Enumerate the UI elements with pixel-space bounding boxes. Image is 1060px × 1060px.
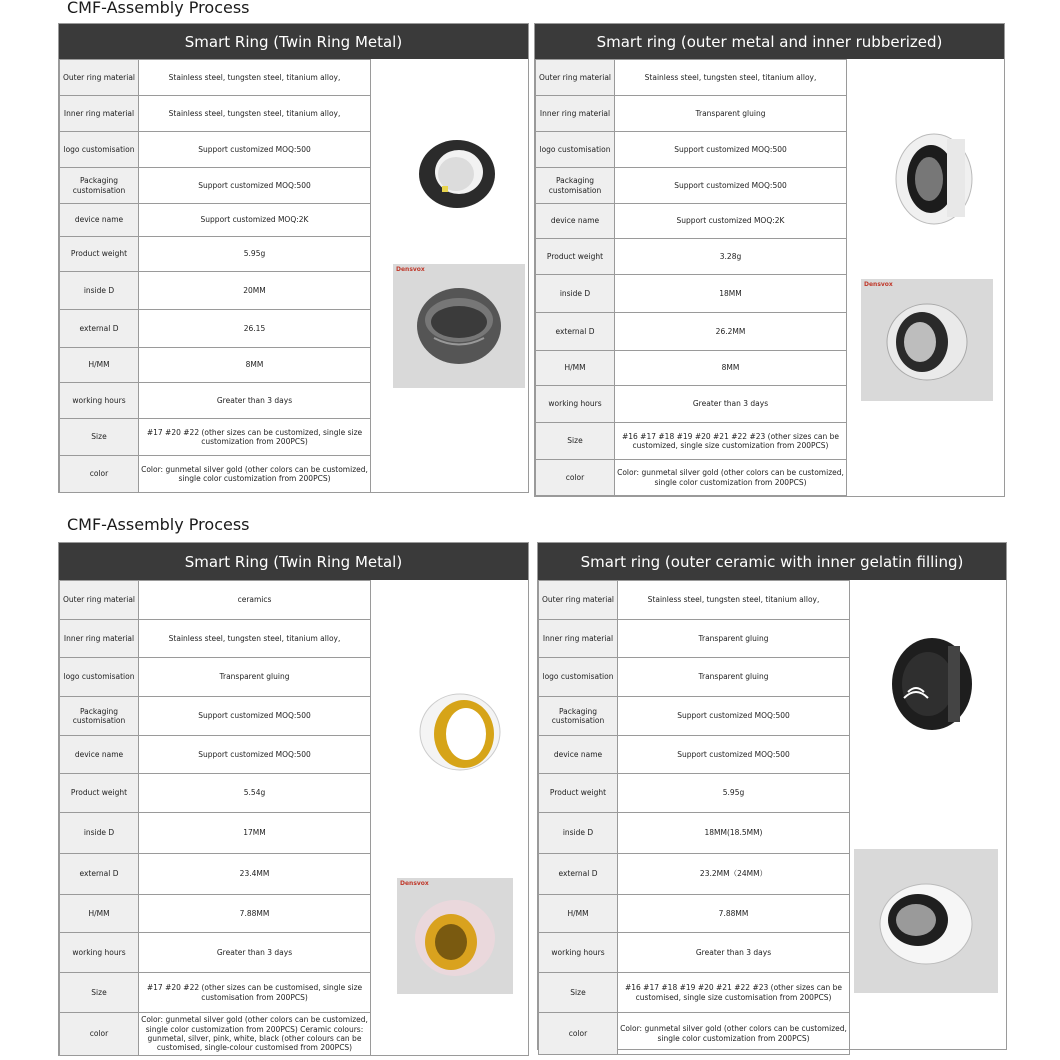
spec-label: Outer ring material bbox=[539, 581, 618, 620]
spec-row bbox=[539, 774, 850, 813]
spec-value: Stainless steel, tungsten steel, titanium alloy, bbox=[618, 581, 850, 620]
spec-row bbox=[60, 774, 371, 813]
spec-value: Transparent gluing bbox=[618, 620, 850, 658]
brand-logo: Densvox bbox=[396, 266, 425, 273]
spec-row bbox=[60, 132, 371, 168]
spec-value: Color: gunmetal silver gold (other colors can be customized, single color customization from 200PCS) bbox=[139, 456, 371, 493]
spec-row bbox=[60, 581, 371, 620]
spec-label: Outer ring material bbox=[536, 60, 615, 96]
spec-label: working hours bbox=[536, 386, 615, 423]
spec-value: Support customized MOQ:500 bbox=[139, 736, 371, 774]
spec-value: Support customized MOQ:500 bbox=[618, 697, 850, 736]
ring-photo-silver-product bbox=[861, 279, 993, 401]
spec-row bbox=[536, 96, 847, 132]
spec-row bbox=[539, 697, 850, 736]
spec-label: Packaging customisation bbox=[60, 697, 139, 736]
ring-photo-white-ceramic-product bbox=[854, 849, 998, 993]
spec-row bbox=[536, 60, 847, 96]
spec-label: Size bbox=[536, 423, 615, 460]
spec-row bbox=[539, 813, 850, 854]
spec-value: 5.95g bbox=[139, 237, 371, 272]
spec-row bbox=[536, 132, 847, 168]
spec-row bbox=[60, 620, 371, 658]
ring-photo-silver-black bbox=[875, 124, 993, 234]
spec-value: Greater than 3 days bbox=[139, 933, 371, 973]
spec-value: Color: gunmetal silver gold (other colors can be customized, single color customization from 200PCS) bbox=[618, 1013, 850, 1055]
spec-row bbox=[60, 237, 371, 272]
spec-value: 17MM bbox=[139, 813, 371, 854]
spec-value: 23.4MM bbox=[139, 854, 371, 895]
spec-label: Outer ring material bbox=[60, 60, 139, 96]
spec-value: Color: gunmetal silver gold (other colors can be customized, single color customization from 200PCS) Ceramic colours: gunmetal, silver, pink, white, black (other colours can be customised, single-colour customised from 200PCS) bbox=[139, 1013, 371, 1056]
ring-photo-black-ceramic bbox=[882, 629, 982, 739]
spec-value: Greater than 3 days bbox=[615, 386, 847, 423]
spec-label: device name bbox=[539, 736, 618, 774]
spec-row bbox=[60, 697, 371, 736]
spec-value: Support customized MOQ:2K bbox=[615, 204, 847, 239]
spec-value: 18MM bbox=[615, 275, 847, 313]
spec-value: Stainless steel, tungsten steel, titanium alloy, bbox=[139, 60, 371, 96]
spec-card-twin-ring-metal-ceramic bbox=[58, 542, 529, 1056]
spec-label: device name bbox=[60, 204, 139, 237]
spec-value: Stainless steel, tungsten steel, titanium alloy, bbox=[139, 620, 371, 658]
spec-label: Inner ring material bbox=[539, 620, 618, 658]
spec-label: inside D bbox=[60, 813, 139, 854]
spec-row bbox=[536, 313, 847, 351]
spec-row bbox=[536, 460, 847, 496]
spec-label: inside D bbox=[60, 272, 139, 310]
spec-value: Support customized MOQ:500 bbox=[615, 132, 847, 168]
spec-label: external D bbox=[60, 310, 139, 348]
spec-row bbox=[536, 204, 847, 239]
spec-label: Size bbox=[60, 419, 139, 456]
card-title: Smart ring (outer metal and inner rubberized) bbox=[535, 24, 1004, 59]
spec-value: #17 #20 #22 (other sizes can be customized, single size customization from 200PCS) bbox=[139, 419, 371, 456]
spec-label: working hours bbox=[60, 933, 139, 973]
spec-row bbox=[539, 581, 850, 620]
spec-label: Product weight bbox=[539, 774, 618, 813]
spec-label: logo customisation bbox=[60, 658, 139, 697]
spec-label: Size bbox=[539, 973, 618, 1013]
card-title: Smart Ring (Twin Ring Metal) bbox=[59, 543, 528, 580]
spec-value: 8MM bbox=[139, 348, 371, 383]
spec-row bbox=[60, 813, 371, 854]
spec-label: Outer ring material bbox=[60, 581, 139, 620]
ring-photo-pink-gold-product bbox=[397, 878, 513, 994]
spec-value: 23.2MM（24MM） bbox=[618, 854, 850, 895]
spec-value: #17 #20 #22 (other sizes can be customised, single size customisation from 200PCS) bbox=[139, 973, 371, 1013]
spec-label: logo customisation bbox=[60, 132, 139, 168]
spec-row bbox=[539, 933, 850, 973]
spec-row bbox=[60, 933, 371, 973]
spec-label: Product weight bbox=[60, 774, 139, 813]
spec-table bbox=[59, 59, 371, 493]
spec-label: color bbox=[60, 456, 139, 493]
spec-row bbox=[539, 854, 850, 895]
spec-label: external D bbox=[60, 854, 139, 895]
spec-label: device name bbox=[536, 204, 615, 239]
spec-table bbox=[535, 59, 847, 496]
spec-row bbox=[60, 204, 371, 237]
spec-label: working hours bbox=[539, 933, 618, 973]
spec-row bbox=[539, 1013, 850, 1055]
spec-row bbox=[60, 310, 371, 348]
spec-label: logo customisation bbox=[536, 132, 615, 168]
spec-value: Greater than 3 days bbox=[139, 383, 371, 419]
spec-label: Packaging customisation bbox=[536, 168, 615, 204]
spec-label: inside D bbox=[536, 275, 615, 313]
spec-value: Color: gunmetal silver gold (other colors can be customized, single color customization from 200PCS) bbox=[615, 460, 847, 496]
spec-label: H/MM bbox=[60, 895, 139, 933]
spec-row bbox=[60, 736, 371, 774]
spec-value: 8MM bbox=[615, 351, 847, 386]
spec-value: 7.88MM bbox=[139, 895, 371, 933]
spec-label: logo customisation bbox=[539, 658, 618, 697]
spec-value: Stainless steel, tungsten steel, titanium alloy, bbox=[615, 60, 847, 96]
spec-label: H/MM bbox=[539, 895, 618, 933]
spec-row bbox=[60, 60, 371, 96]
spec-label: color bbox=[60, 1013, 139, 1056]
spec-label: Product weight bbox=[536, 239, 615, 275]
spec-value: Support customized MOQ:2K bbox=[139, 204, 371, 237]
spec-row bbox=[60, 658, 371, 697]
spec-row bbox=[539, 658, 850, 697]
spec-value: #16 #17 #18 #19 #20 #21 #22 #23 (other sizes can be customised, single size customisation from 200PCS) bbox=[618, 973, 850, 1013]
spec-row bbox=[60, 96, 371, 132]
spec-label: H/MM bbox=[60, 348, 139, 383]
spec-value: Support customized MOQ:500 bbox=[618, 736, 850, 774]
spec-label: external D bbox=[539, 854, 618, 895]
spec-label: color bbox=[536, 460, 615, 496]
spec-value: Support customized MOQ:500 bbox=[139, 132, 371, 168]
spec-row bbox=[536, 168, 847, 204]
spec-label: Product weight bbox=[60, 237, 139, 272]
spec-row bbox=[539, 895, 850, 933]
section-title-bottom: CMF-Assembly Process bbox=[67, 515, 250, 534]
spec-label: color bbox=[539, 1013, 618, 1055]
spec-label: external D bbox=[536, 313, 615, 351]
spec-value: ceramics bbox=[139, 581, 371, 620]
spec-value: Stainless steel, tungsten steel, titanium alloy, bbox=[139, 96, 371, 132]
ring-photo-black-silver bbox=[399, 124, 515, 224]
spec-row bbox=[60, 419, 371, 456]
spec-row bbox=[539, 620, 850, 658]
ring-photo-gunmetal-product bbox=[393, 264, 525, 388]
spec-value: 5.95g bbox=[618, 774, 850, 813]
spec-label: working hours bbox=[60, 383, 139, 419]
spec-row bbox=[536, 386, 847, 423]
spec-table bbox=[538, 580, 850, 1055]
spec-row bbox=[60, 854, 371, 895]
spec-label: device name bbox=[60, 736, 139, 774]
spec-value: 5.54g bbox=[139, 774, 371, 813]
spec-value: 26.2MM bbox=[615, 313, 847, 351]
spec-row bbox=[539, 736, 850, 774]
spec-row bbox=[536, 423, 847, 460]
spec-value: 20MM bbox=[139, 272, 371, 310]
spec-label: inside D bbox=[539, 813, 618, 854]
spec-row bbox=[60, 456, 371, 493]
section-title-top: CMF-Assembly Process bbox=[67, 0, 250, 17]
spec-label: Packaging customisation bbox=[539, 697, 618, 736]
spec-label: Size bbox=[60, 973, 139, 1013]
spec-row bbox=[536, 275, 847, 313]
spec-label: Inner ring material bbox=[536, 96, 615, 132]
spec-row bbox=[536, 239, 847, 275]
spec-value: Support customized MOQ:500 bbox=[139, 168, 371, 204]
spec-value: Transparent gluing bbox=[618, 658, 850, 697]
brand-logo: Densvox bbox=[864, 281, 893, 288]
spec-row bbox=[536, 351, 847, 386]
spec-table bbox=[59, 580, 371, 1056]
spec-row bbox=[60, 272, 371, 310]
spec-value: 7.88MM bbox=[618, 895, 850, 933]
spec-label: H/MM bbox=[536, 351, 615, 386]
spec-row bbox=[539, 973, 850, 1013]
spec-card-outer-metal-inner-rubberized bbox=[534, 23, 1005, 497]
spec-card-twin-ring-metal bbox=[58, 23, 529, 493]
spec-value: Transparent gluing bbox=[615, 96, 847, 132]
spec-value: 26.15 bbox=[139, 310, 371, 348]
spec-row bbox=[60, 1013, 371, 1056]
spec-value: 3.28g bbox=[615, 239, 847, 275]
spec-row bbox=[60, 895, 371, 933]
spec-label: Packaging customisation bbox=[60, 168, 139, 204]
spec-row bbox=[60, 348, 371, 383]
spec-value: Transparent gluing bbox=[139, 658, 371, 697]
spec-card-outer-ceramic-inner-gelatin bbox=[537, 542, 1007, 1050]
spec-label: Inner ring material bbox=[60, 96, 139, 132]
ring-photo-white-gold bbox=[405, 681, 515, 781]
spec-row bbox=[60, 973, 371, 1013]
spec-value: Support customized MOQ:500 bbox=[615, 168, 847, 204]
spec-value: Greater than 3 days bbox=[618, 933, 850, 973]
spec-value: 18MM(18.5MM) bbox=[618, 813, 850, 854]
spec-row bbox=[60, 383, 371, 419]
card-title: Smart Ring (Twin Ring Metal) bbox=[59, 24, 528, 59]
spec-value: #16 #17 #18 #19 #20 #21 #22 #23 (other sizes can be customized, single size customization from 200PCS) bbox=[615, 423, 847, 460]
spec-row bbox=[60, 168, 371, 204]
brand-logo: Densvox bbox=[400, 880, 429, 887]
spec-value: Support customized MOQ:500 bbox=[139, 697, 371, 736]
spec-label: Inner ring material bbox=[60, 620, 139, 658]
card-title: Smart ring (outer ceramic with inner gelatin filling) bbox=[538, 543, 1006, 580]
